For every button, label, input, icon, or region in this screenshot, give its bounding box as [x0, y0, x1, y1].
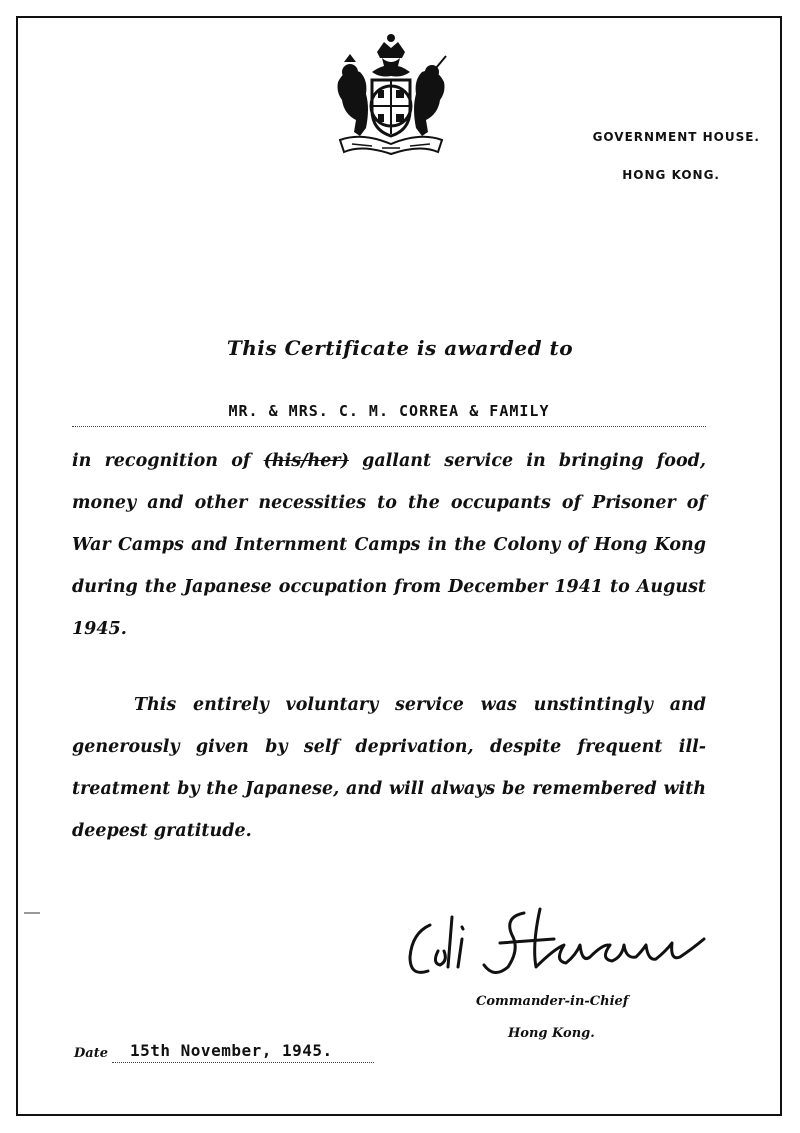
date-line — [112, 1040, 374, 1063]
recipient-line — [72, 398, 706, 427]
date-value: 15th November, 1945. — [130, 1041, 333, 1060]
letterhead-line-1: GOVERNMENT HOUSE. — [592, 130, 760, 144]
signatory-location: Hong Kong. — [508, 1026, 595, 1041]
signatory-title: Commander-in-Chief — [476, 994, 629, 1009]
handwritten-signature — [404, 905, 714, 987]
citation-paragraph — [72, 440, 706, 650]
recipient-name: MR. & MRS. C. M. CORREA & FAMILY — [228, 402, 550, 420]
citation-text-rest: gallant service in bringing food, money and other necessities to the occupants of Prisoner of War Camps and Internment Camps in the Colony of Hong Kong during the Japanese occupation from December 1941 to August 1945. — [72, 451, 706, 639]
letterhead — [593, 118, 760, 194]
date-label: Date — [74, 1046, 108, 1061]
gratitude-paragraph: This entirely voluntary service was unstintingly and generously given by self deprivation, despite frequent ill-treatment by the Japanese, and will always be remembered with deepest gratitude. — [72, 695, 706, 841]
royal-coat-of-arms-icon — [332, 32, 450, 158]
margin-mark — [24, 912, 40, 914]
citation-text-start: in recognition of — [72, 451, 264, 471]
letterhead-line-2: HONG KONG. — [622, 168, 720, 182]
struck-pronoun: (his/her) — [263, 451, 349, 471]
certificate-heading: This Certificate is awarded to — [226, 336, 574, 360]
